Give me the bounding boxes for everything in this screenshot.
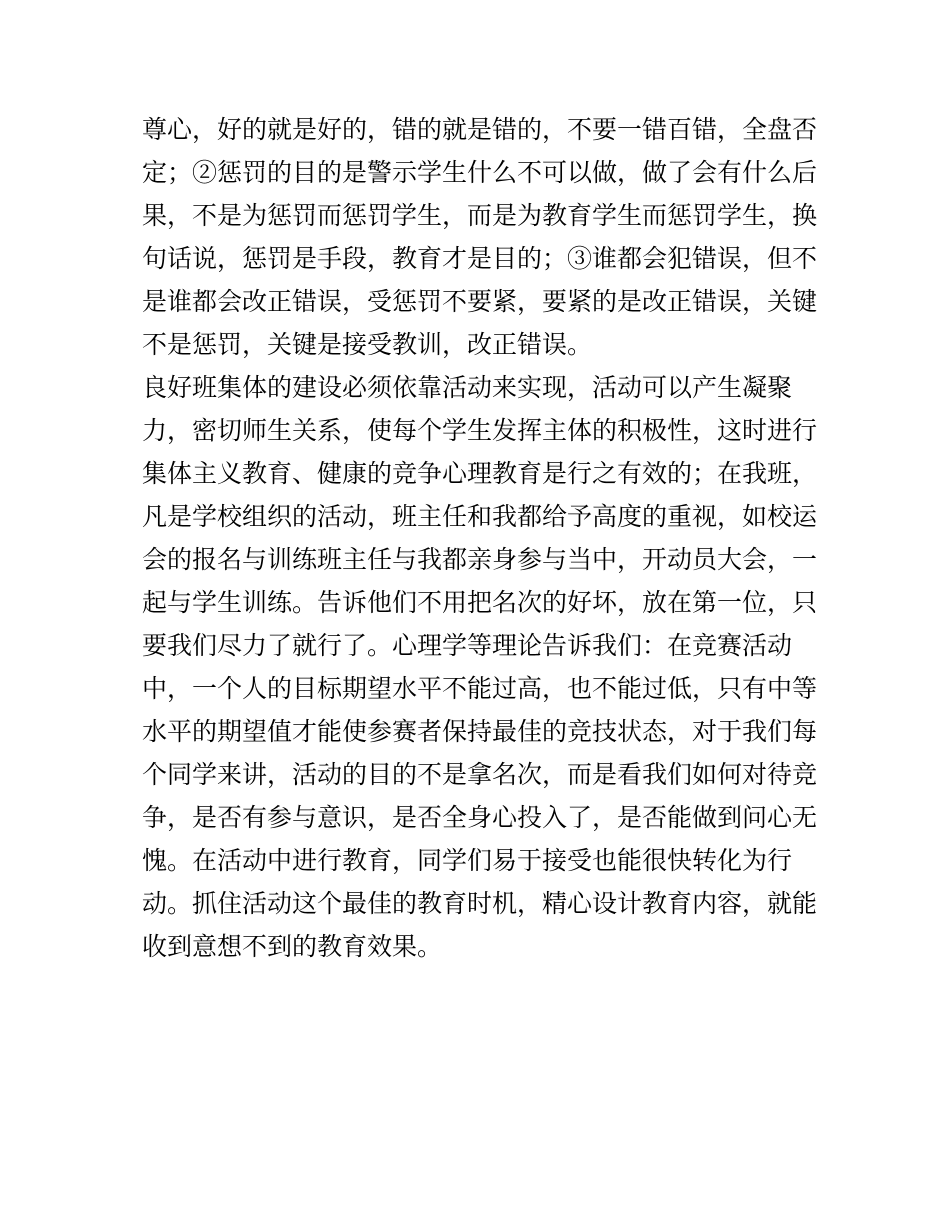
text-line: 定；②惩罚的目的是警示学生什么不可以做，做了会有什么后 xyxy=(142,158,818,187)
text-line: 收到意想不到的教育效果。 xyxy=(142,932,443,961)
text-line: 水平的期望值才能使参赛者保持最佳的竞技状态，对于我们每 xyxy=(142,717,818,746)
text-line: 中，一个人的目标期望水平不能过高，也不能过低，只有中等 xyxy=(142,674,818,703)
text-line: 是谁都会改正错误，受惩罚不要紧，要紧的是改正错误，关键 xyxy=(142,287,818,316)
text-line: 集体主义教育、健康的竞争心理教育是行之有效的；在我班， xyxy=(142,459,818,488)
text-line: 句话说，惩罚是手段，教育才是目的；③谁都会犯错误，但不 xyxy=(142,244,818,273)
text-line: 要我们尽力了就行了。心理学等理论告诉我们：在竞赛活动 xyxy=(142,631,793,660)
text-line: 果，不是为惩罚而惩罚学生，而是为教育学生而惩罚学生，换 xyxy=(142,201,818,230)
text-line: 个同学来讲，活动的目的不是拿名次，而是看我们如何对待竞 xyxy=(142,760,818,789)
text-line: 力，密切师生关系，使每个学生发挥主体的积极性，这时进行 xyxy=(142,416,818,445)
text-line: 愧。在活动中进行教育，同学们易于接受也能很快转化为行 xyxy=(142,846,793,875)
text-line: 争，是否有参与意识，是否全身心投入了，是否能做到问心无 xyxy=(142,803,818,832)
text-line: 会的报名与训练班主任与我都亲身参与当中，开动员大会，一 xyxy=(142,545,818,574)
text-line: 动。抓住活动这个最佳的教育时机，精心设计教育内容，就能 xyxy=(142,889,818,918)
text-line: 良好班集体的建设必须依靠活动来实现，活动可以产生凝聚 xyxy=(142,373,793,402)
text-line: 凡是学校组织的活动，班主任和我都给予高度的重视，如校运 xyxy=(142,502,818,531)
text-line: 起与学生训练。告诉他们不用把名次的好坏，放在第一位，只 xyxy=(142,588,818,617)
body-text xyxy=(142,108,822,968)
text-line: 尊心，好的就是好的，错的就是错的，不要一错百错，全盘否 xyxy=(142,115,818,144)
text-line: 不是惩罚，关键是接受教训，改正错误。 xyxy=(142,330,593,359)
